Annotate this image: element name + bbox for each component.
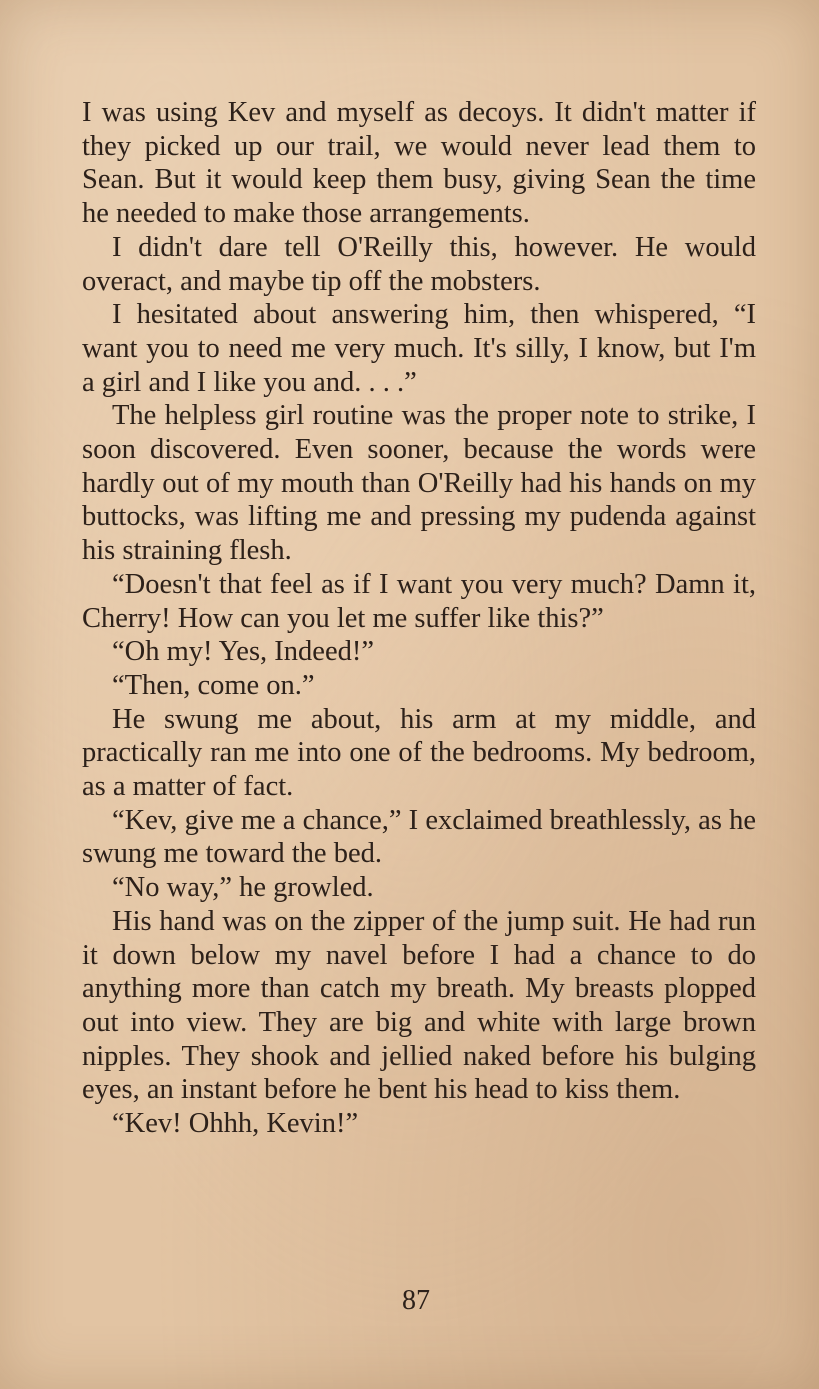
paragraph: The helpless girl routine was the proper note to strike, I soon discovered. Even sooner, because the words were hardly out of my mouth than O'Reilly had his hands on my buttocks, was lifting me and pressing my pudenda against his straining flesh. xyxy=(82,400,756,567)
paragraph: His hand was on the zipper of the jump suit. He had run it down below my navel before I had a chance to do anything more than catch my breath. My breasts plopped out into view. They are big and white with large brown nipples. They shook and jellied naked before his bulging eyes, an instant before he bent his head to kiss them. xyxy=(82,905,756,1106)
paragraph: I didn't dare tell O'Reilly this, however. He would overact, and maybe tip off the mobsters. xyxy=(82,231,756,297)
paragraph: “Then, come on.” xyxy=(112,669,315,701)
paragraph: I was using Kev and myself as decoys. It didn't matter if they picked up our trail, we would never lead them to Sean. But it would keep them busy, giving Sean the time he needed to make those arrangements. xyxy=(82,97,756,230)
paragraph: I hesitated about answering him, then whispered, “I want you to need me very much. It's silly, I know, but I'm a girl and I like you and. . . .” xyxy=(82,299,756,398)
page-number: 87 xyxy=(402,1285,430,1316)
paragraph: “Oh my! Yes, Indeed!” xyxy=(112,636,374,668)
paragraph: He swung me about, his arm at my middle, and practically ran me into one of the bedrooms. My bedroom, as a matter of fact. xyxy=(82,703,756,803)
book-page-text xyxy=(82,96,756,1141)
paragraph: “Doesn't that feel as if I want you very much? Damn it, Cherry! How can you let me suffer like this?” xyxy=(82,568,756,634)
paragraph: “No way,” he growled. xyxy=(112,872,374,904)
paragraph: “Kev! Ohhh, Kevin!” xyxy=(112,1108,359,1140)
paragraph: “Kev, give me a chance,” I exclaimed breathlessly, as he swung me toward the bed. xyxy=(82,804,756,870)
